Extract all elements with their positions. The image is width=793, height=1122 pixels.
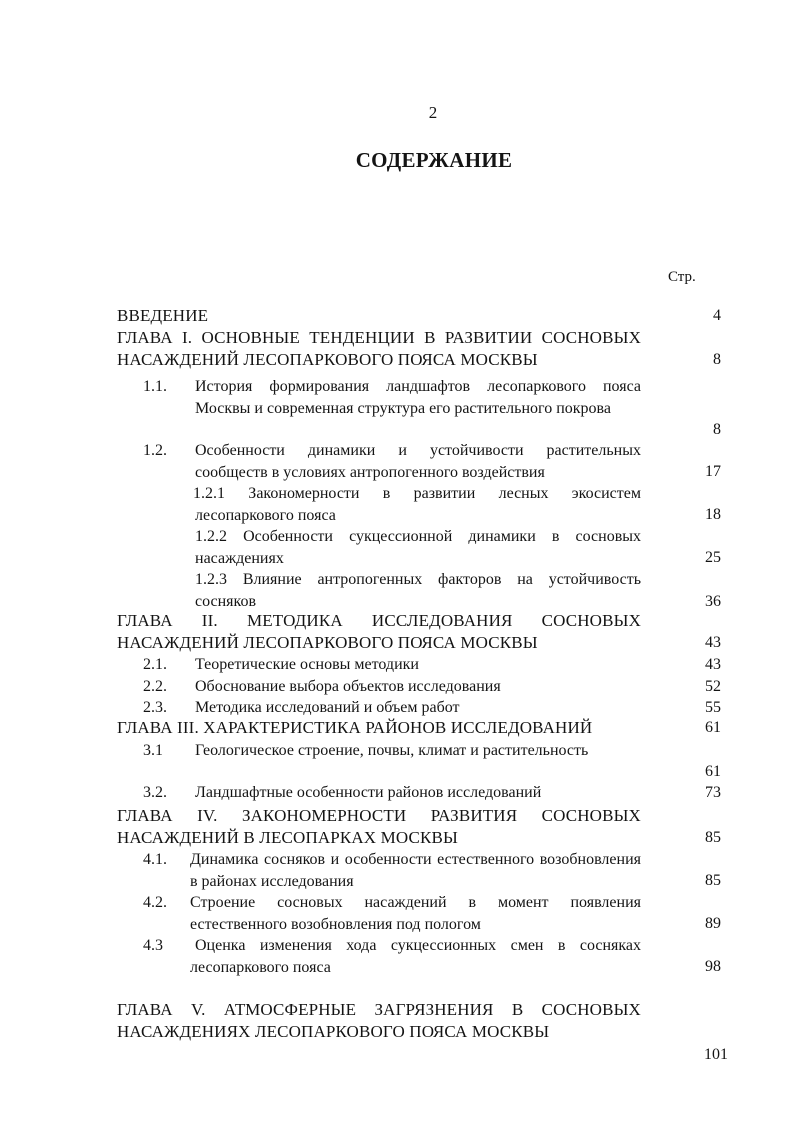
- toc-entry-title: Оценка изменения хода сукцессионных смен в сосняках лесопаркового пояса: [190, 937, 641, 976]
- toc-entry-title: Обоснование выбора объектов исследования: [195, 678, 501, 695]
- toc-entry-number: 3.2.: [143, 784, 167, 801]
- toc-entry-title: ГЛАВА IV. ЗАКОНОМЕРНОСТИ РАЗВИТИЯ СОСНОВЫХ НАСАЖДЕНИЙ В ЛЕСОПАРКАХ МОСКВЫ: [117, 806, 641, 847]
- toc-entry-section-4-3: [0, 935, 793, 999]
- toc-entry-section-1-2: [0, 440, 793, 483]
- page-title: СОДЕРЖАНИЕ: [355, 148, 513, 172]
- toc-entry-section-3-1: [0, 740, 793, 782]
- toc-entry-page: 55: [705, 699, 721, 716]
- toc-entry-chapter-5: [0, 999, 793, 1065]
- toc-entry-title: Геологическое строение, почвы, климат и растительность: [195, 742, 589, 759]
- toc-entry-title: Динамика сосняков и особенности естественного возобновления в районах исследования: [190, 851, 641, 890]
- toc-entry-title: ГЛАВА I. ОСНОВНЫЕ ТЕНДЕНЦИИ В РАЗВИТИИ СОСНОВЫХ НАСАЖДЕНИЙ ЛЕСОПАРКОВОГО ПОЯСА МОСКВЫ: [117, 328, 641, 369]
- toc-entry-page: 25: [705, 549, 721, 566]
- toc-entry-number: 4.2.: [143, 894, 167, 911]
- toc-entry-title: Методика исследований и объем работ: [195, 699, 460, 716]
- toc-entry-section-4-1: [0, 849, 793, 892]
- toc-entry-title: ВВЕДЕНИЕ: [117, 306, 209, 325]
- toc-entry-subsection-1-2-3: [0, 569, 793, 610]
- toc-entry-section-2-2: [0, 676, 793, 697]
- toc-entry-title: ГЛАВА V. АТМОСФЕРНЫЕ ЗАГРЯЗНЕНИЯ В СОСНОВЫХ НАСАЖДЕНИЯХ ЛЕСОПАРКОВОГО ПОЯСА МОСКВЫ: [117, 1000, 641, 1041]
- toc-entry-number: 1.2.: [143, 442, 167, 459]
- toc-entry-number: 4.3: [143, 937, 163, 954]
- toc-entry-page: 89: [705, 915, 721, 932]
- toc-entry-title: Теоретические основы методики: [195, 656, 419, 673]
- toc-entry-number: 2.1.: [143, 656, 167, 673]
- toc-entry-number: 2.3.: [143, 699, 167, 716]
- toc-entry-page: 36: [705, 593, 721, 610]
- toc-entry-title: 1.2.3 Влияние антропогенных факторов на устойчивость сосняков: [195, 571, 641, 610]
- toc-entry-chapter-4: [0, 805, 793, 849]
- toc-entry-title: Ландшафтные особенности районов исследований: [195, 784, 542, 801]
- toc-entry-section-2-3: [0, 697, 793, 717]
- toc-entry-chapter-1: [0, 327, 793, 376]
- toc-entry-number: 4.1.: [143, 851, 167, 868]
- toc-entry-section-2-1: [0, 654, 793, 676]
- toc-entry-page: 85: [705, 872, 721, 889]
- toc-entry-number: 3.1: [143, 742, 163, 759]
- toc-entry-page: 61: [705, 763, 721, 780]
- toc-entry-title: 1.2.2 Особенности сукцессионной динамики в сосновых насаждениях: [195, 528, 641, 567]
- page-number: 2: [428, 103, 438, 122]
- toc-entry-number: 1.1.: [143, 378, 167, 395]
- toc-entry-section-4-2: [0, 892, 793, 935]
- toc-entry-section-1-1: [0, 376, 793, 440]
- toc-entry-page: 4: [713, 307, 721, 324]
- toc-entry-title: 1.2.1 Закономерности в развитии лесных экосистем лесопаркового пояса: [193, 485, 641, 524]
- toc-entry-title: Особенности динамики и устойчивости растительных сообществ в условиях антропогенного воздействия: [195, 442, 641, 481]
- toc-entry-page: 73: [705, 784, 721, 801]
- toc-entry-page: 8: [713, 351, 721, 368]
- toc-entry-page: 52: [705, 678, 721, 695]
- toc-entry-number: 2.2.: [143, 678, 167, 695]
- toc-entry-introduction: [0, 305, 793, 327]
- toc-entry-title: ГЛАВА II. МЕТОДИКА ИССЛЕДОВАНИЯ СОСНОВЫХ НАСАЖДЕНИЙ ЛЕСОПАРКОВОГО ПОЯСА МОСКВЫ: [117, 611, 641, 652]
- toc-entry-page: 85: [705, 829, 721, 846]
- page-column-label: Стр.: [668, 269, 696, 285]
- toc-entry-page: 43: [705, 634, 721, 651]
- toc-entry-title: История формирования ландшафтов лесопаркового пояса Москвы и современная структура его растительного покрова: [195, 378, 641, 417]
- toc-entry-page: 98: [705, 958, 721, 975]
- table-of-contents: [0, 305, 793, 1065]
- toc-entry-chapter-2: [0, 610, 793, 654]
- toc-entry-chapter-3: [0, 717, 793, 740]
- toc-entry-subsection-1-2-1: [0, 483, 793, 526]
- toc-entry-title: Строение сосновых насаждений в момент появления естественного возобновления под пологом: [190, 894, 641, 933]
- toc-entry-page: 18: [705, 506, 721, 523]
- toc-entry-page: 61: [705, 719, 721, 736]
- toc-entry-page: 17: [705, 463, 721, 480]
- toc-entry-page: 8: [713, 421, 721, 438]
- toc-entry-page: 101: [704, 1046, 728, 1063]
- toc-entry-title: ГЛАВА III. ХАРАКТЕРИСТИКА РАЙОНОВ ИССЛЕДОВАНИЙ: [117, 718, 593, 737]
- toc-entry-subsection-1-2-2: [0, 526, 793, 569]
- toc-entry-section-3-2: [0, 782, 793, 805]
- toc-entry-page: 43: [705, 656, 721, 673]
